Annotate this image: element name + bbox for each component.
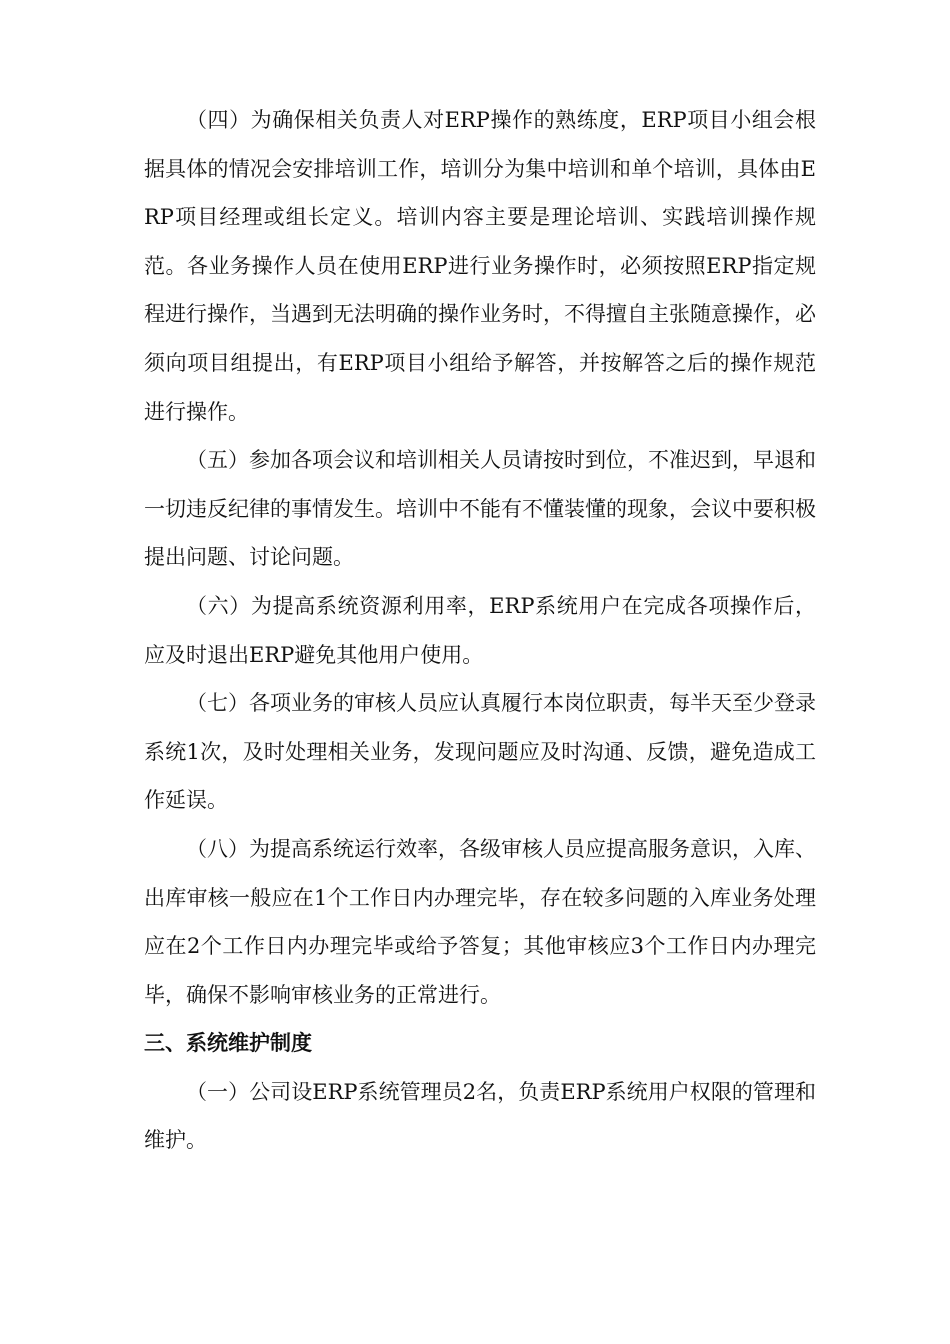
paragraph-4-training: （四）为确保相关负责人对ERP操作的熟练度，ERP项目小组会根据具体的情况会安排培训工作，培训分为集中培训和单个培训，具体由ERP项目经理或组长定义。培训内容主要是理论培训、实践培训操作规范。各业务操作人员在使用ERP进行业务操作时，必须按照ERP指定规程进行操作，当遇到无法明确的操作业务时，不得擅自主张随意操作，必须向项目组提出，有ERP项目小组给予解答，并按解答之后的操作规范进行操作。: [144, 108, 816, 424]
document-body: [144, 96, 816, 1165]
paragraph-7-reviewers: （七）各项业务的审核人员应认真履行本岗位职责，每半天至少登录系统1次，及时处理相关业务，发现问题应及时沟通、反馈，避免造成工作延误。: [144, 691, 816, 813]
paragraph-1-admins: （一）公司设ERP系统管理员2名，负责ERP系统用户权限的管理和维护。: [144, 1079, 816, 1153]
paragraph-5-meetings: （五）参加各项会议和培训相关人员请按时到位，不准迟到，早退和一切违反纪律的事情发生。培训中不能有不懂装懂的现象，会议中要积极提出问题、讨论问题。: [144, 448, 816, 570]
paragraph-8-efficiency: （八）为提高系统运行效率，各级审核人员应提高服务意识，入库、出库审核一般应在1个工作日内办理完毕，存在较多问题的入库业务处理应在2个工作日内办理完毕或给予答复；其他审核应3个工作日内办理完毕，确保不影响审核业务的正常进行。: [144, 836, 816, 1007]
paragraph-6-logout: （六）为提高系统资源利用率，ERP系统用户在完成各项操作后，应及时退出ERP避免其他用户使用。: [144, 593, 816, 667]
section-heading-maintenance: 三、系统维护制度: [144, 1031, 312, 1056]
